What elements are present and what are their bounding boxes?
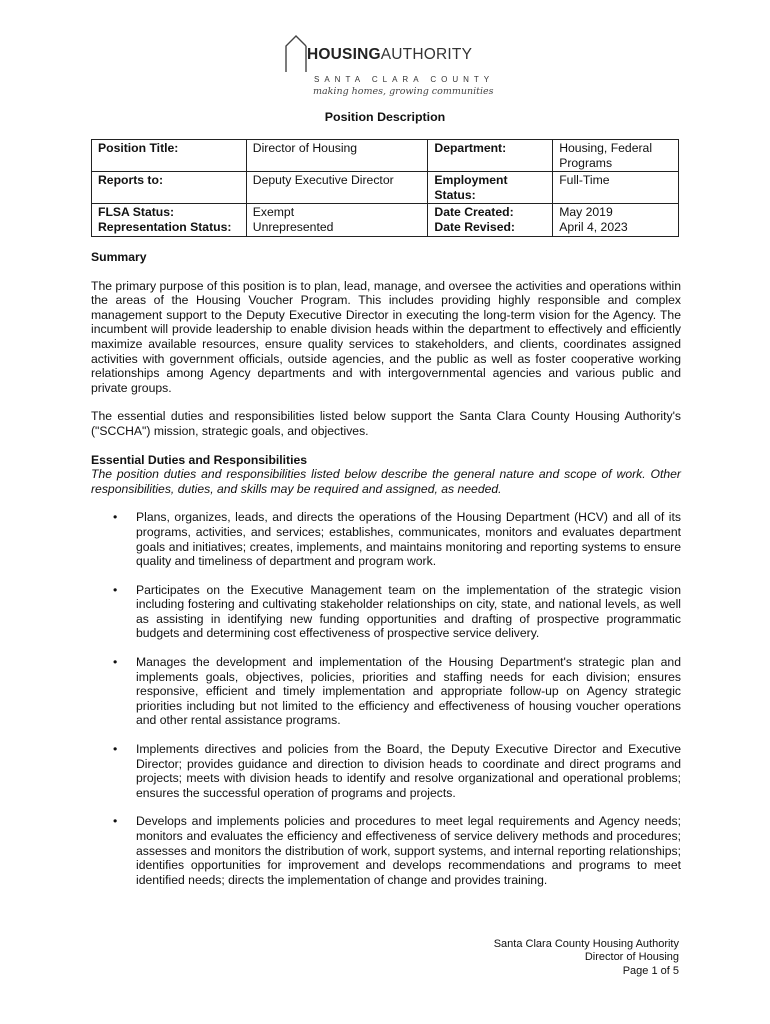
footer-position: Director of Housing [584,951,679,964]
bullet-icon: • [113,814,118,829]
position-title-label: Position Title: [92,140,247,172]
duty-text: Implements directives and policies from the Board, the Deputy Executive Director and Executive Director; provides guidance and direction to division heads to coordinate and direct programs and projects; meets with division heads to identify and resolve organizational and operational problems; ensures the successful operation of programs and projects. [136,742,681,800]
document-title: Position Description [324,110,446,124]
duties-intro: The position duties and responsibilities listed below describe the general nature and scope of work. Other responsibilities, duties, and skills may be required and assigned, as needed. [91,467,681,496]
list-item [91,814,681,887]
duties-list [91,510,681,887]
footer-org: Santa Clara County Housing Authority [493,938,679,950]
position-info-table [91,139,679,237]
logo-tagline: making homes, growing communities [313,86,494,97]
list-item [91,742,681,800]
list-item [91,510,681,568]
summary-heading: Summary [91,250,147,264]
page-number: Page 1 of 5 [622,964,679,977]
logo-name: HOUSINGAUTHORITY [307,46,473,63]
logo [284,34,495,98]
bullet-icon: • [113,582,118,597]
summary-paragraph-2: The essential duties and responsibilities listed below support the Santa Clara County Housing Authority's ("SCCHA") mission, strategic goals, and objectives. [91,409,681,438]
employment-status-value: Full-Time [553,172,679,204]
duty-text: Participates on the Executive Management team on the implementation of the strategic vision including fostering and cultivating stakeholder relationships on city, state, and national levels, as well as assisting in identifying new funding opportunities and drafting of prospective programmatic budgets and determining cost effectiveness of prospective service delivery. [136,582,681,641]
bullet-icon: • [113,655,118,670]
list-item [91,583,681,641]
document-body [91,250,681,901]
date-revised-value: April 4, 2023 [553,220,679,236]
list-item [91,655,681,728]
representation-status-value: Unrepresented [246,220,428,236]
page-footer [494,938,679,978]
duties-heading: Essential Duties and Responsibilities [91,452,308,467]
logo-county: SANTA CLARA COUNTY [314,75,495,84]
flsa-status-value: Exempt [246,204,428,220]
employment-status-label: Employment Status: [428,172,553,204]
bullet-icon: • [113,510,118,525]
department-value: Housing, Federal Programs [553,140,679,172]
reports-to-value: Deputy Executive Director [246,172,428,204]
representation-status-label: Representation Status: [92,220,247,236]
date-revised-label: Date Revised: [428,220,553,236]
bullet-icon: • [113,742,118,757]
duty-text: Plans, organizes, leads, and directs the operations of the Housing Department (HCV) and all of its programs, activities, and services; establishes, communicates, monitors and evaluates department goals and initiatives; creates, implements, and maintains monitoring and reporting systems to ensure quality and timeliness of department and program work. [136,510,681,569]
summary-paragraph-1: The primary purpose of this position is to plan, lead, manage, and oversee the activities and operations within the areas of the Housing Voucher Program. This includes providing highly responsible and complex management support to the Deputy Executive Director in executing the long-term vision for the Agency. The incumbent will provide leadership to enable division heads within the department to effectively and efficiently maximize available resources, ensure quality services to stakeholders, and clients, coordinates assigned activities with government officials, outside agencies, and the public as well as foster cooperative working relationships among Agency departments and with intergovernmental agencies and various public and private groups. [91,278,681,395]
date-created-label: Date Created: [428,204,553,220]
reports-to-label: Reports to: [92,172,247,204]
flsa-status-label: FLSA Status: [92,204,247,220]
duty-text: Develops and implements policies and procedures to meet legal requirements and Agency needs; monitors and evaluates the efficiency and effectiveness of service delivery methods and procedures; assesses and monitors the distribution of work, support systems, and internal reporting relationships; identifies opportunities for improvement and develops recommendations and programs to meet identified needs; directs the implementation of change and provides training. [136,814,681,887]
date-created-value: May 2019 [553,204,679,220]
position-title-value: Director of Housing [246,140,428,172]
duty-text: Manages the development and implementation of the Housing Department's strategic plan and implements goals, objectives, policies, priorities and staffing needs for each division; ensures responsive, efficient and timely implementation and appropriate follow-up on Agency strategic priorities including but not limited to the efficiency and effectiveness of housing voucher operations and other rental assistance programs. [136,655,681,728]
department-label: Department: [428,140,553,172]
